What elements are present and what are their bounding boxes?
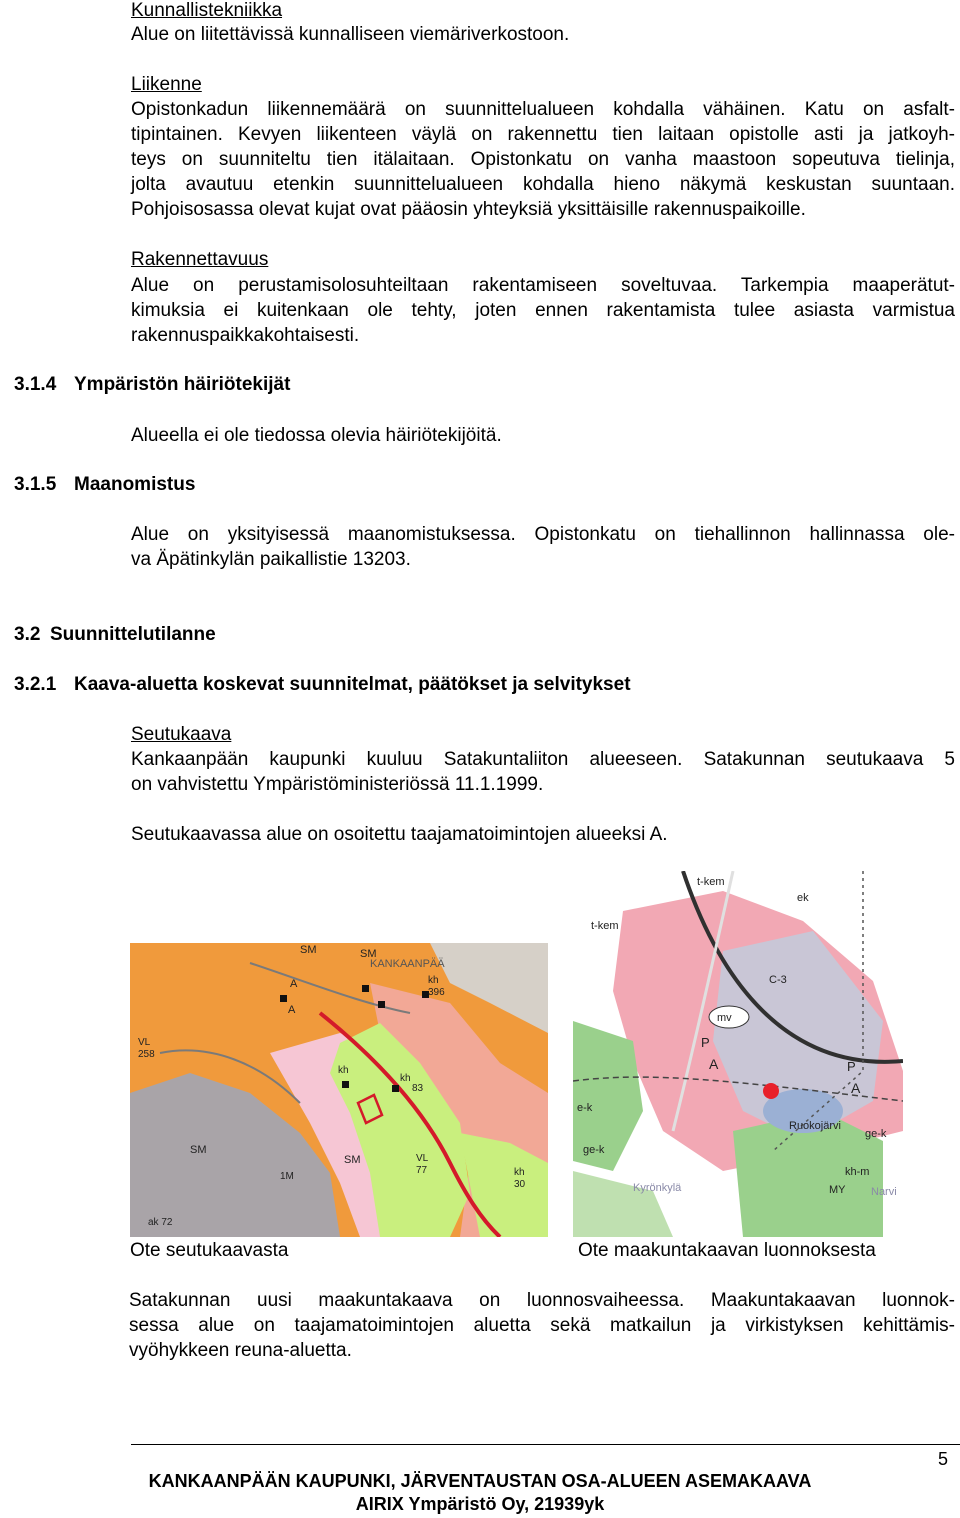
section-title: Kaava-aluetta koskevat suunnitelmat, päätökset ja selvitykset xyxy=(74,674,631,695)
map-label: 1M xyxy=(280,1171,294,1182)
section-number: 3.1.4 xyxy=(14,374,57,395)
section-title: Ympäristön häiriötekijät xyxy=(74,374,291,395)
rakennettavuus-line: rakennuspaikkakohtaisesti. xyxy=(131,325,360,346)
liikenne-line: tipintainen. Kevyen liikenteen väylä on rakennettu tien laitaan opistolle asti ja jatkoyh- xyxy=(131,124,955,145)
map-label: t-kem xyxy=(591,920,619,932)
liikenne-line: Opistonkadun liikennemäärä on suunnittelualueen kohdalla vähäinen. Katu on asfalt- xyxy=(131,99,955,120)
section-heading-3-1-4 xyxy=(14,372,290,397)
page-number: 5 xyxy=(938,1449,949,1469)
seutukaava-heading: Seutukaava xyxy=(131,724,232,745)
maakuntakaava-line: sessa alue on taajamatoimintojen aluetta sekä matkailun ja virkistyksen kehittämis- xyxy=(129,1315,955,1336)
map-label: 83 xyxy=(412,1083,424,1094)
liikenne-line: Pohjoisosassa olevat kujat ovat pääosin yhteyksiä yksittäisille rakennuspaikoille. xyxy=(131,199,806,220)
map-label: ge-k xyxy=(583,1144,605,1156)
map-label: KANKAANPÄÄ xyxy=(370,958,445,970)
map-label: kh xyxy=(338,1065,349,1076)
kunnallistekniikka-heading: Kunnallistekniikka xyxy=(131,0,283,21)
map-label: SM xyxy=(344,1154,361,1166)
liikenne-heading: Liikenne xyxy=(131,74,202,95)
map-label: kh xyxy=(428,975,439,986)
right-map-caption: Ote maakuntakaavan luonnoksesta xyxy=(578,1240,876,1261)
seutukaava-map-image xyxy=(130,943,548,1237)
map-label: ek xyxy=(797,892,809,904)
section-heading-3-2-1 xyxy=(14,672,631,697)
map-label: SM xyxy=(190,1144,207,1156)
section-number: 3.2 xyxy=(14,624,41,645)
section-title: Suunnittelutilanne xyxy=(50,624,216,645)
map-label: P xyxy=(847,1059,856,1074)
map-label: SM xyxy=(360,948,377,960)
map-label: Narvi xyxy=(871,1186,897,1198)
maakuntakaava-line: Satakunnan uusi maakuntakaava on luonnosvaiheessa. Maakuntakaavan luonnok- xyxy=(129,1290,955,1311)
kunnallistekniikka-text: Alue on liitettävissä kunnalliseen viemäriverkostoon. xyxy=(131,24,570,45)
section-heading-3-2 xyxy=(14,622,216,647)
maakuntakaava-map-image xyxy=(573,871,903,1237)
map-label: VL xyxy=(138,1037,151,1048)
map-label: Ruokojärvi xyxy=(789,1120,841,1132)
map-label: t-kem xyxy=(697,876,725,888)
map-label: A xyxy=(288,1004,296,1016)
seutukaava-line: Kankaanpään kaupunki kuuluu Satakuntaliiton alueeseen. Satakunnan seutukaava 5 xyxy=(131,749,955,770)
left-map-caption: Ote seutukaavasta xyxy=(130,1240,289,1261)
map-label: e-k xyxy=(577,1102,593,1114)
map-label: A xyxy=(851,1080,861,1096)
footer-line-2: AIRIX Ympäristö Oy, 21939yk xyxy=(355,1494,605,1514)
seutukaava-line: on vahvistettu Ympäristöministeriössä 11.1.1999. xyxy=(131,774,544,795)
map-label: mv xyxy=(717,1012,732,1024)
seutukaava-note: Seutukaavassa alue on osoitettu taajamatoimintojen alueeksi A. xyxy=(131,824,668,845)
rakennettavuus-line: Alue on perustamisolosuhteiltaan rakentamiseen soveltuvaa. Tarkempia maaperätut- xyxy=(131,275,955,296)
rakennettavuus-line: kimuksia ei kuitenkaan ole tehty, joten ennen rakentamista tulee asiasta varmistua xyxy=(131,300,955,321)
section-title: Maanomistus xyxy=(74,474,196,495)
map-label: P xyxy=(701,1035,710,1050)
map-label: kh-m xyxy=(845,1166,870,1178)
maakuntakaava-line: vyöhykkeen reuna-aluetta. xyxy=(129,1340,352,1361)
section-3-1-4-text: Alueella ei ole tiedossa olevia häiriötekijöitä. xyxy=(131,425,502,446)
map-label: ak 72 xyxy=(148,1217,173,1228)
seutukaava-map-svg xyxy=(130,943,548,1237)
map-label: A xyxy=(290,978,298,990)
map-label: VL xyxy=(416,1153,429,1164)
map-label: MY xyxy=(829,1184,846,1196)
maakuntakaava-map-svg xyxy=(573,871,903,1237)
section-number: 3.1.5 xyxy=(14,474,57,495)
map-label: 396 xyxy=(428,987,445,998)
map-label: 77 xyxy=(416,1165,428,1176)
footer-line-1: KANKAANPÄÄN KAUPUNKI, JÄRVENTAUSTAN OSA-ALUEEN ASEMAKAAVA xyxy=(148,1471,812,1491)
section-number: 3.2.1 xyxy=(14,674,57,695)
footer-rule xyxy=(131,1444,960,1445)
rakennettavuus-heading: Rakennettavuus xyxy=(131,249,269,270)
map-label: C-3 xyxy=(769,974,787,986)
map-label: 258 xyxy=(138,1049,155,1060)
map-label: A xyxy=(709,1056,719,1072)
map-label: ge-k xyxy=(865,1128,887,1140)
map-label: SM xyxy=(300,944,317,956)
section-3-1-5-line: Alue on yksityisessä maanomistuksessa. Opistonkatu on tiehallinnon hallinnassa ole- xyxy=(131,524,955,545)
map-label: kh xyxy=(514,1167,525,1178)
section-3-1-5-line: va Äpätinkylän paikallistie 13203. xyxy=(131,549,411,570)
section-heading-3-1-5 xyxy=(14,472,195,497)
liikenne-line: jolta avautuu etenkin suunnittelualueen kohdalla hieno näkymä keskustan suuntaan. xyxy=(131,174,955,195)
liikenne-line: teys on suunniteltu tien itälaitaan. Opistonkatu on vanha maastoon sopeutuva tielinja, xyxy=(131,149,955,170)
map-label: 30 xyxy=(514,1179,526,1190)
map-label: Kyrönkylä xyxy=(633,1182,682,1194)
map-label: kh xyxy=(400,1073,411,1084)
